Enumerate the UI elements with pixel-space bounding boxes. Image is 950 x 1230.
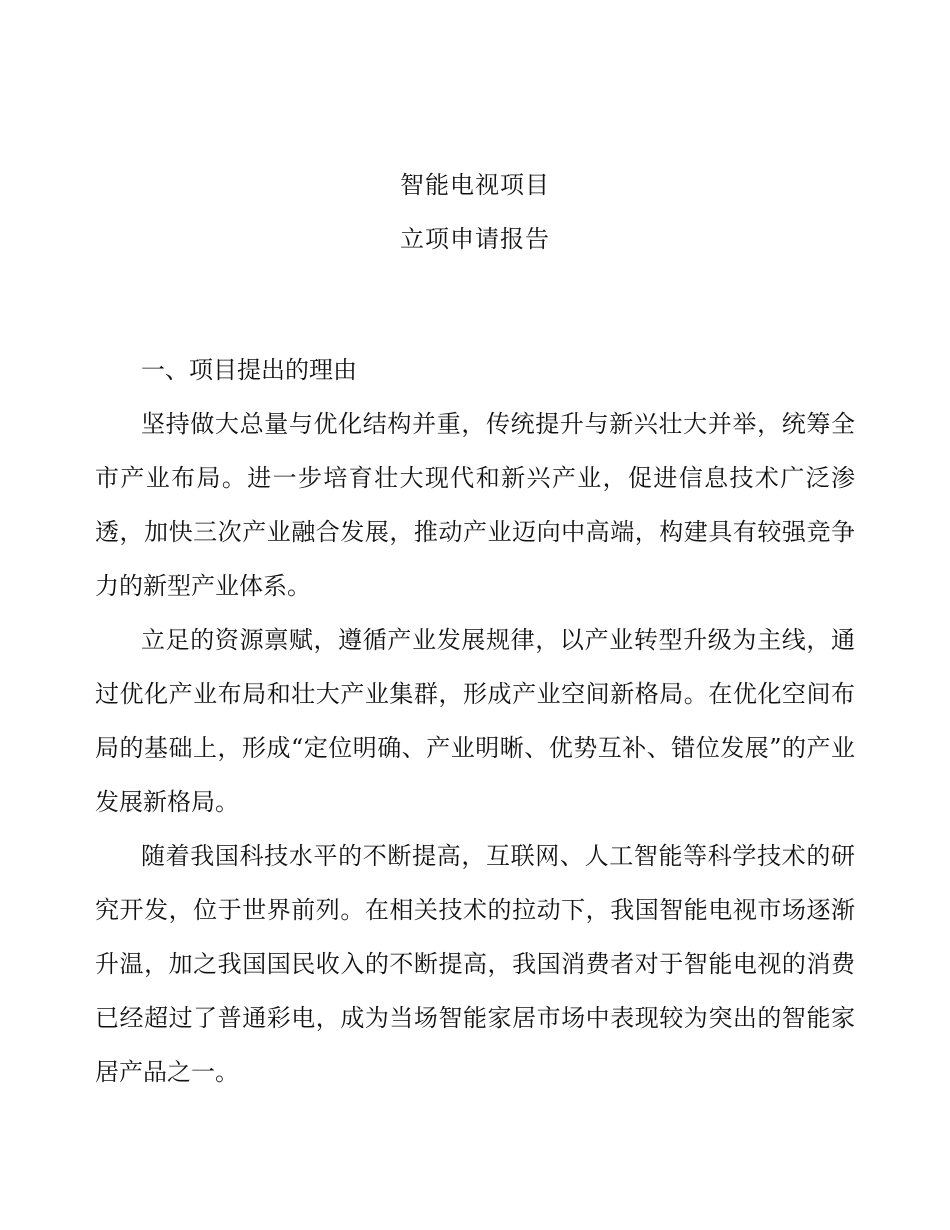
document-title-line2: 立项申请报告: [400, 225, 550, 253]
paragraph: 立足的资源禀赋，遵循产业发展规律，以产业转型升级为主线，通过优化产业布局和壮大产业集群，形成产业空间新格局。在优化空间布局的基础上，形成“定位明确、产业明晰、优势互补、错位发展”的产业发展新格局。: [95, 626, 855, 816]
section-heading: 一、项目提出的理由: [141, 356, 357, 384]
paragraph: 坚持做大总量与优化结构并重，传统提升与新兴壮大并举，统筹全市产业布局。进一步培育壮大现代和新兴产业，促进信息技术广泛渗透，加快三次产业融合发展，推动产业迈向中高端，构建具有较强竞争力的新型产业体系。: [95, 410, 855, 600]
document-title-line1: 智能电视项目: [400, 171, 550, 199]
document-body: [95, 343, 855, 1099]
paragraph: 随着我国科技水平的不断提高，互联网、人工智能等科学技术的研究开发，位于世界前列。在相关技术的拉动下，我国智能电视市场逐渐升温，加之我国国民收入的不断提高，我国消费者对于智能电视的消费已经超过了普通彩电，成为当场智能家居市场中表现较为突出的智能家居产品之一。: [95, 842, 855, 1086]
